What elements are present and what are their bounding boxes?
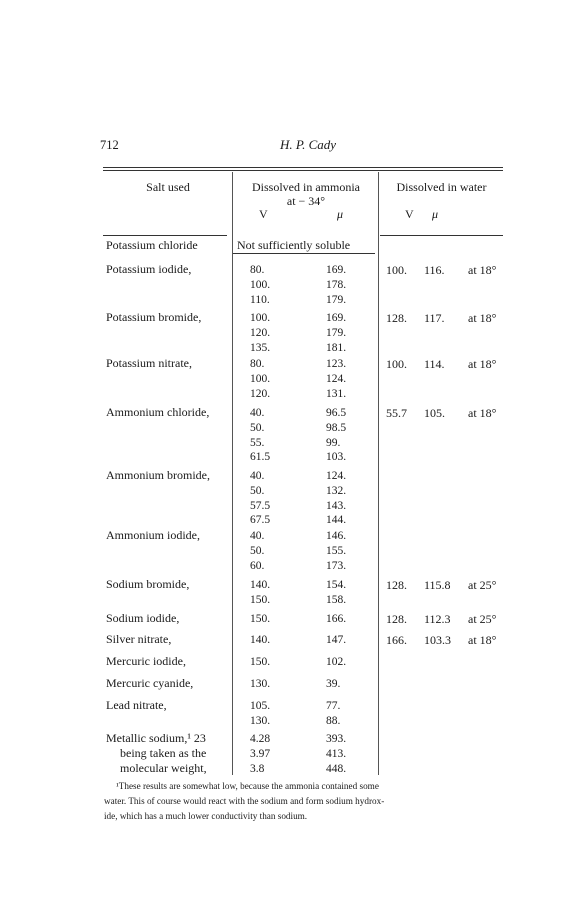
ammonia-v-cell: 40.	[250, 530, 265, 542]
water-mu-cell: 117.	[424, 311, 445, 325]
ammonia-mu-cell: 169.	[326, 264, 347, 276]
water-temp-cell: at 25°	[468, 578, 497, 592]
salt-line: molecular weight,	[120, 760, 207, 775]
water-temp-cell: at 18°	[468, 311, 497, 325]
header-water-mu: μ	[432, 207, 439, 221]
ammonia-mu-values	[326, 311, 346, 355]
page-number: 712	[100, 138, 119, 152]
ammonia-v-values	[250, 406, 270, 465]
footnote-line-3: ide, which has a much lower conductivity than sodium.	[104, 811, 308, 821]
ammonia-mu-cell: 98.5	[326, 421, 347, 434]
ammonia-v-cell: 50.	[250, 544, 265, 557]
ammonia-mu-cell: 147.	[326, 634, 347, 646]
ammonia-mu-values	[326, 655, 346, 670]
header-rule-water	[380, 235, 503, 236]
ammonia-mu-values	[326, 578, 346, 608]
header-dissolved-water: Dissolved in water	[396, 180, 487, 194]
ammonia-v-cell: 130.	[250, 678, 271, 690]
table-top-rule	[103, 167, 503, 168]
ammonia-v-values	[250, 469, 270, 528]
table-row-ammonia-note: Not sufficiently soluble	[237, 238, 351, 252]
footnote-line-1: ¹These results are somewhat low, because the ammonia contained some	[116, 781, 379, 791]
table-row-salt: Sodium iodide,	[106, 611, 180, 625]
ammonia-v-cell: 40.	[250, 470, 265, 482]
ammonia-v-values	[250, 677, 270, 692]
ammonia-mu-cell: 154.	[326, 579, 347, 591]
ammonia-v-cell: 60.	[250, 559, 265, 572]
ammonia-v-cell: 150.	[250, 656, 271, 668]
water-temp-cell: at 18°	[468, 406, 497, 420]
ammonia-mu-values	[326, 612, 346, 627]
ammonia-v-cell: 80.	[250, 264, 265, 276]
ammonia-mu-cell: 77.	[326, 700, 341, 712]
water-mu-cell: 103.3	[424, 633, 451, 647]
column-divider-2	[378, 172, 379, 775]
table-row-salt: Mercuric cyanide,	[106, 676, 194, 690]
ammonia-mu-cell: 179.	[326, 293, 347, 306]
salt-line: being taken as the	[120, 745, 207, 760]
ammonia-v-values	[250, 357, 270, 401]
ammonia-mu-values	[326, 699, 340, 729]
ammonia-v-cell: 55.	[250, 436, 265, 449]
column-divider-1	[232, 172, 233, 775]
ammonia-v-cell: 140.	[250, 579, 271, 591]
ammonia-v-cell: 3.97	[250, 747, 271, 760]
water-temp-cell: at 18°	[468, 263, 497, 277]
ammonia-mu-cell: 146.	[326, 530, 347, 542]
ammonia-v-cell: 100.	[250, 312, 271, 324]
water-v-cell: 128.	[386, 311, 407, 325]
salt-line: Metallic sodium,¹ 23	[106, 731, 206, 745]
ammonia-mu-cell: 123.	[326, 358, 347, 370]
water-v-cell: 166.	[386, 633, 407, 647]
ammonia-v-cell: 40.	[250, 407, 265, 419]
ammonia-mu-cell: 158.	[326, 593, 347, 606]
ammonia-v-cell: 140.	[250, 634, 271, 646]
ammonia-mu-cell: 166.	[326, 613, 347, 625]
ammonia-mu-values	[326, 732, 346, 776]
ammonia-v-values	[250, 612, 270, 627]
table-row-salt: Mercuric iodide,	[106, 654, 186, 668]
water-mu-cell: 114.	[424, 357, 445, 371]
header-rule-ammonia	[232, 253, 375, 254]
ammonia-v-cell: 150.	[250, 593, 271, 606]
ammonia-mu-cell: 99.	[326, 436, 341, 449]
ammonia-mu-cell: 124.	[326, 372, 347, 385]
ammonia-v-cell: 50.	[250, 484, 265, 497]
ammonia-v-cell: 61.5	[250, 451, 271, 464]
water-mu-cell: 112.3	[424, 612, 451, 626]
ammonia-mu-cell: 413.	[326, 747, 347, 760]
ammonia-v-cell: 67.5	[250, 514, 271, 527]
ammonia-mu-values	[326, 633, 346, 648]
ammonia-v-values	[250, 633, 270, 648]
table-row-salt: Potassium chloride	[106, 238, 198, 252]
ammonia-mu-cell: 88.	[326, 714, 341, 727]
table-row-salt: Ammonium iodide,	[106, 528, 200, 542]
ammonia-v-values	[250, 578, 270, 608]
table-row-salt: Potassium nitrate,	[106, 356, 192, 370]
table-row-salt: Ammonium chloride,	[106, 405, 210, 419]
ammonia-v-cell: 100.	[250, 278, 271, 291]
water-v-cell: 55.7	[386, 406, 407, 420]
ammonia-v-cell: 130.	[250, 714, 271, 727]
table-row-salt: Ammonium bromide,	[106, 468, 210, 482]
ammonia-v-cell: 110.	[250, 293, 270, 306]
ammonia-v-values	[250, 732, 270, 776]
ammonia-mu-cell: 155.	[326, 544, 347, 557]
table-row-salt: Sodium bromide,	[106, 577, 190, 591]
water-v-cell: 128.	[386, 612, 407, 626]
ammonia-mu-cell: 143.	[326, 499, 347, 512]
ammonia-mu-values	[326, 263, 346, 307]
ammonia-mu-cell: 181.	[326, 341, 347, 354]
ammonia-mu-values	[326, 357, 346, 401]
water-v-cell: 128.	[386, 578, 407, 592]
footnote	[104, 779, 504, 824]
ammonia-v-values	[250, 655, 270, 670]
water-mu-cell: 116.	[424, 263, 445, 277]
header-water-v: V	[405, 207, 414, 221]
water-mu-cell: 105.	[424, 406, 445, 420]
header-ammonia-mu: μ	[337, 207, 344, 221]
ammonia-mu-values	[326, 529, 346, 573]
table-top-rule-2	[103, 170, 503, 171]
ammonia-mu-cell: 169.	[326, 312, 347, 324]
ammonia-mu-cell: 39.	[326, 678, 341, 690]
ammonia-mu-cell: 102.	[326, 656, 347, 668]
ammonia-mu-cell: 124.	[326, 470, 347, 482]
ammonia-v-values	[250, 699, 270, 729]
ammonia-v-cell: 80.	[250, 358, 265, 370]
water-v-cell: 100.	[386, 357, 407, 371]
ammonia-v-cell: 4.28	[250, 733, 271, 745]
header-ammonia-v: V	[259, 207, 268, 221]
table-row-salt: Silver nitrate,	[106, 632, 172, 646]
ammonia-v-cell: 57.5	[250, 499, 271, 512]
header-rule-salt	[103, 235, 227, 236]
ammonia-v-cell: 135.	[250, 341, 271, 354]
water-temp-cell: at 18°	[468, 633, 497, 647]
ammonia-mu-cell: 144.	[326, 514, 347, 527]
water-mu-cell: 115.8	[424, 578, 451, 592]
ammonia-v-cell: 150.	[250, 613, 271, 625]
header-ammonia-temp: at − 34°	[286, 194, 326, 208]
ammonia-v-values	[250, 263, 270, 307]
ammonia-v-values	[250, 529, 264, 573]
ammonia-mu-cell: 173.	[326, 559, 347, 572]
table-row-salt: Potassium bromide,	[106, 310, 202, 324]
ammonia-mu-values	[326, 469, 346, 528]
ammonia-mu-cell: 103.	[326, 451, 347, 464]
ammonia-v-cell: 120.	[250, 326, 271, 339]
header-salt-used: Salt used	[146, 180, 190, 194]
ammonia-v-cell: 105.	[250, 700, 271, 712]
ammonia-v-cell: 50.	[250, 421, 265, 434]
ammonia-mu-cell: 178.	[326, 278, 347, 291]
ammonia-mu-cell: 132.	[326, 484, 347, 497]
ammonia-v-cell: 100.	[250, 372, 271, 385]
ammonia-mu-cell: 131.	[326, 387, 347, 400]
ammonia-mu-cell: 179.	[326, 326, 347, 339]
ammonia-mu-values	[326, 677, 340, 692]
header-dissolved-ammonia: Dissolved in ammonia	[252, 180, 360, 194]
ammonia-mu-cell: 448.	[326, 762, 347, 775]
ammonia-v-cell: 120.	[250, 387, 271, 400]
ammonia-mu-cell: 96.5	[326, 407, 347, 419]
table-row-salt: Lead nitrate,	[106, 698, 167, 712]
water-temp-cell: at 25°	[468, 612, 497, 626]
water-v-cell: 100.	[386, 263, 407, 277]
table-row-salt	[106, 731, 207, 775]
ammonia-v-values	[250, 311, 270, 355]
ammonia-mu-values	[326, 406, 346, 465]
footnote-line-2: water. This of course would react with the sodium and form sodium hydrox-	[104, 796, 385, 806]
water-temp-cell: at 18°	[468, 357, 497, 371]
table-row-salt: Potassium iodide,	[106, 262, 192, 276]
ammonia-v-cell: 3.8	[250, 762, 265, 775]
running-head: H. P. Cady	[279, 137, 337, 152]
ammonia-mu-cell: 393.	[326, 733, 347, 745]
